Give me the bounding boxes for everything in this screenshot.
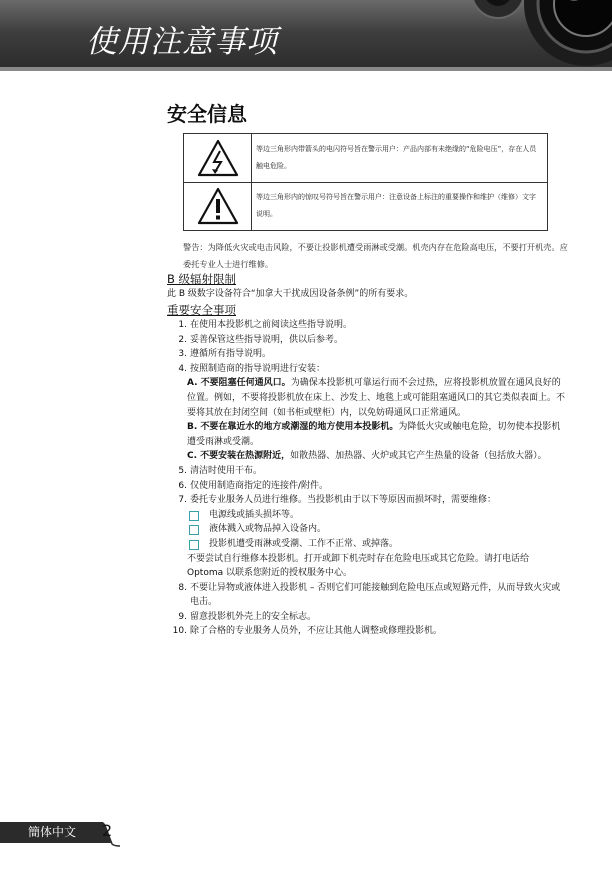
warning-row-electric [184,134,547,183]
class-b-text: 此 B 级数字设备符合“加拿大干扰成因设备条例”的所有要求。 [167,289,414,299]
item-number: 3. [178,349,187,360]
sub-item-ventilation [187,376,567,420]
bullet-item [187,508,567,523]
sub-item-text: 为降低火灾或触电危险，切勿使本投影机遭受雨淋或受潮。 [187,422,561,447]
sub-item-text: 为确保本投影机可靠运行而不会过热，应将投影机放置在通风良好的位置。例如，不要将投影机放在床上、沙发上、地毯上或可能阻塞通风口的其它类似表面上。不要将其放在封闭空间（如书柜或壁柜）内，以免妨碍通风口正常通风。 [187,378,566,418]
page-title: 使用注意事项 [86,24,278,60]
bullet-item [187,537,567,552]
warning-icon-cell [184,182,252,230]
checkbox-bullet-icon [189,525,199,535]
section-title: 安全信息 [167,102,247,126]
exclamation-warning-icon [197,187,239,225]
lightning-warning-icon [197,139,239,177]
list-item [167,610,567,625]
item-number: 5. [178,465,187,476]
item-number: 8. [178,582,187,593]
list-item [167,464,567,479]
bullet-text: 投影机遭受雨淋或受潮、工作不正常、或掉落。 [209,538,399,549]
item-number: 1. [178,320,187,330]
item-text: 妥善保管这些指导说明，供以后参考。 [190,334,344,345]
sub-item-lead: C. 不要安装在热源附近， [187,451,291,462]
item-text: 遵循所有指导说明。 [190,349,272,360]
list-item [167,347,567,362]
checkbox-bullet-icon [189,540,199,550]
item-number: 9. [178,611,187,622]
item-text: 仅使用制造商指定的连接件/附件。 [190,480,329,491]
bullet-text: 电源线或插头损坏等。 [209,509,300,520]
item-number: 2. [178,334,187,345]
warning-icon-cell [184,134,252,182]
sub-item-lead: B. 不要在靠近水的地方或潮湿的地方使用本投影机。 [187,422,399,433]
item-text: 在使用本投影机之前阅读这些指导说明。 [190,320,353,330]
projector-lens-image [468,0,612,71]
item-text: 留意投影机外壳上的安全标志。 [190,611,317,622]
list-item [167,333,567,348]
header-divider [0,67,612,71]
item-text: 委托专业服务人员进行维修。当投影机由于以下等原因而损坏时，需要维修： [190,495,497,506]
class-b-heading: B 级辐射限制 [167,272,237,286]
page-number: 2 [102,821,113,840]
warning-row-attention [184,182,547,230]
page-header-banner [0,0,612,71]
list-item [167,624,567,639]
warning-text-attention: 等边三角形内的惊叹号符号旨在警示用户：注意设备上标注的重要操作和维护（维修）文字说明。 [256,193,536,218]
item-text: 按照制造商的指导说明进行安装： [190,363,326,374]
list-item [167,581,567,610]
bullet-text: 液体溅入或物品掉入设备内。 [209,524,327,535]
warning-symbols-table [183,133,548,231]
sub-item-water [187,420,567,449]
warning-text-electric: 等边三角形内带箭头的电闪符号旨在警示用户：产品内部有未绝缘的“危险电压”，存在人员触电危险。 [256,145,537,170]
sub-item-lead: A. 不要阻塞任何通风口。 [187,378,291,389]
safety-instructions-list [167,318,567,639]
item-text: 清洁时使用干布。 [190,465,263,476]
item-number: 10. [172,626,187,637]
item-text: 不要让异物或液体进入投影机 – 否则它们可能接触到危险电压点或短路元件，从而导致火灾或电击。 [190,582,561,608]
item-number: 6. [178,480,187,491]
service-note: 不要尝试自行维修本投影机。打开或卸下机壳时存在危险电压或其它危险。请打电话给 Optoma 以联系您附近的授权服务中心。 [187,553,530,579]
list-item [167,493,567,508]
sub-item-text: 如散热器、加热器、火炉或其它产生热量的设备（包括放大器）。 [290,451,547,462]
item-number: 4. [178,363,187,374]
list-item [167,362,567,377]
list-item [167,479,567,494]
sub-item-heat [187,449,567,464]
list-item [167,318,567,333]
footer-language-label: 簡体中文 [28,825,77,839]
bullet-item [187,522,567,537]
item-number: 7. [178,495,187,506]
warning-note: 警告：为降低火灾或电击风险，不要让投影机遭受雨淋或受潮。机壳内存在危险高电压，不要打开机壳。应委托专业人士进行维修。 [183,242,568,269]
important-safety-heading: 重要安全事项 [167,303,236,317]
item-text: 除了合格的专业服务人员外，不应让其他人调整或修理投影机。 [190,626,443,637]
checkbox-bullet-icon [189,511,199,521]
